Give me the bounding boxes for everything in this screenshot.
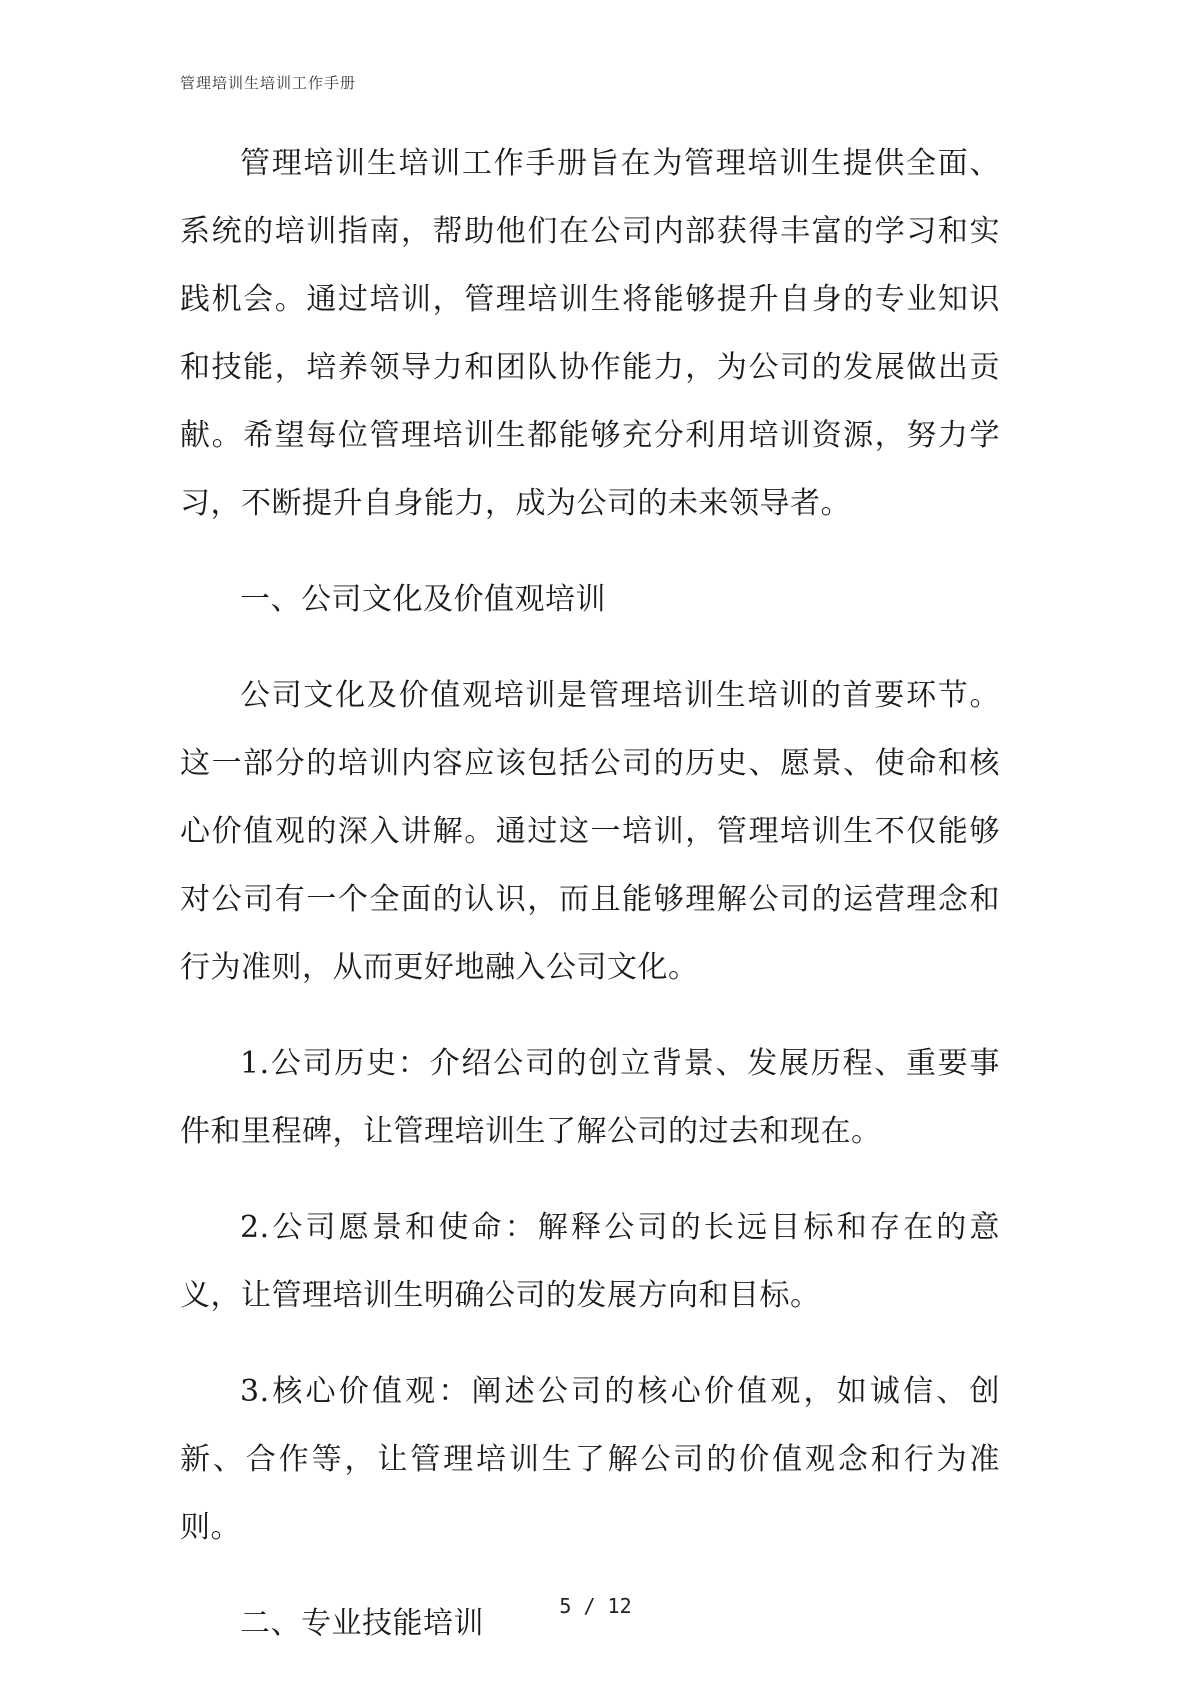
list-item-company-history: 1.公司历史：介绍公司的创立背景、发展历程、重要事件和里程碑，让管理培训生了解公司的过去和现在。 (180, 1046, 1000, 1149)
section-1-paragraph: 公司文化及价值观培训是管理培训生培训的首要环节。这一部分的培训内容应该包括公司的历史、愿景、使命和核心价值观的深入讲解。通过这一培训，管理培训生不仅能够对公司有一个全面的认识，而且能够理解公司的运营理念和行为准则，从而更好地融入公司文化。 (180, 678, 1000, 985)
section-1-heading: 一、公司文化及价值观培训 (240, 582, 606, 617)
list-item-vision-mission: 2.公司愿景和使命：解释公司的长远目标和存在的意义，让管理培训生明确公司的发展方向和目标。 (180, 1210, 1000, 1313)
running-header: 管理培训生培训工作手册 (180, 74, 357, 92)
section-2-heading: 二、专业技能培训 (240, 1606, 484, 1641)
page-number: 5 / 12 (559, 1594, 632, 1618)
document-body (180, 130, 1000, 1658)
list-item-core-values: 3.核心价值观：阐述公司的核心价值观，如诚信、创新、合作等，让管理培训生了解公司的价值观念和行为准则。 (180, 1374, 1000, 1545)
intro-paragraph: 管理培训生培训工作手册旨在为管理培训生提供全面、系统的培训指南，帮助他们在公司内部获得丰富的学习和实践机会。通过培训，管理培训生将能够提升自身的专业知识和技能，培养领导力和团队协作能力，为公司的发展做出贡献。希望每位管理培训生都能够充分利用培训资源，努力学习，不断提升自身能力，成为公司的未来领导者。 (180, 146, 1000, 521)
